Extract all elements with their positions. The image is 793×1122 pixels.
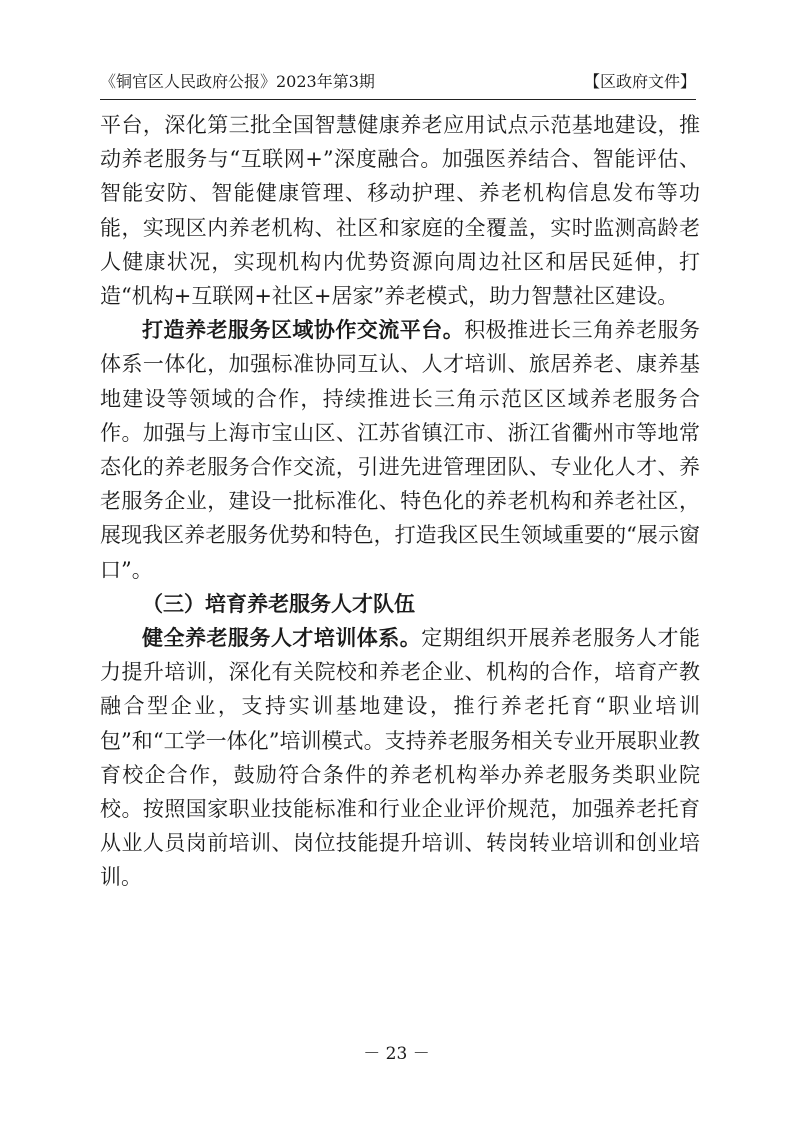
header-divider	[100, 99, 696, 100]
paragraph-text-training-system: 定期组织开展养老服务人才能力提升培训，深化有关院校和养老企业、机构的合作，培育产教融合型企业，支持实训基地建设，推行养老托育“职业培训包”和“工学一体化”培训模式。支持养老服务相关专业开展职业教育校企合作，鼓励符合条件的养老机构举办养老服务类职业院校。按照国家职业技能标准和行业企业评价规范，加强养老托育从业人员岗前培训、岗位技能提升培训、转岗转业培训和创业培训。	[100, 626, 701, 890]
paragraph-regional-platform	[100, 313, 700, 587]
paragraph-lead-regional-platform: 打造养老服务区域协作交流平台。	[142, 318, 465, 343]
publication-title: 《铜官区人民政府公报》2023年第3期	[100, 72, 375, 91]
paragraph-training-system	[100, 621, 700, 895]
paragraph-continued: 平台，深化第三批全国智慧健康养老应用试点示范基地建设，推动养老服务与“互联网+”深度融合。加强医养结合、智能评估、智能安防、智能健康管理、移动护理、养老机构信息发布等功能，实现区内养老机构、社区和家庭的全覆盖，实时监测高龄老人健康状况，实现机构内优势资源向周边社区和居民延伸，打造“机构+互联网+社区+居家”养老模式，助力智慧社区建设。	[100, 113, 700, 309]
page-number: － 23 －	[363, 1044, 430, 1064]
paragraph-lead-training-system: 健全养老服务人才培训体系。	[142, 626, 422, 651]
section-label: 【区政府文件】	[583, 72, 696, 91]
paragraph-text-regional-platform: 积极推进长三角养老服务体系一体化，加强标准协同互认、人才培训、旅居养老、康养基地建设等领域的合作，持续推进长三角示范区区域养老服务合作。加强与上海市宝山区、江苏省镇江市、浙江省衢州市等地常态化的养老服务合作交流，引进先进管理团队、专业化人才、养老服务企业，建设一批标准化、特色化的养老机构和养老社区，展现我区养老服务优势和特色，打造我区民生领域重要的“展示窗口”。	[100, 318, 701, 582]
page-header	[100, 68, 696, 96]
document-body	[100, 108, 700, 895]
section-heading-talent: （三）培育养老服务人才队伍	[142, 591, 415, 616]
